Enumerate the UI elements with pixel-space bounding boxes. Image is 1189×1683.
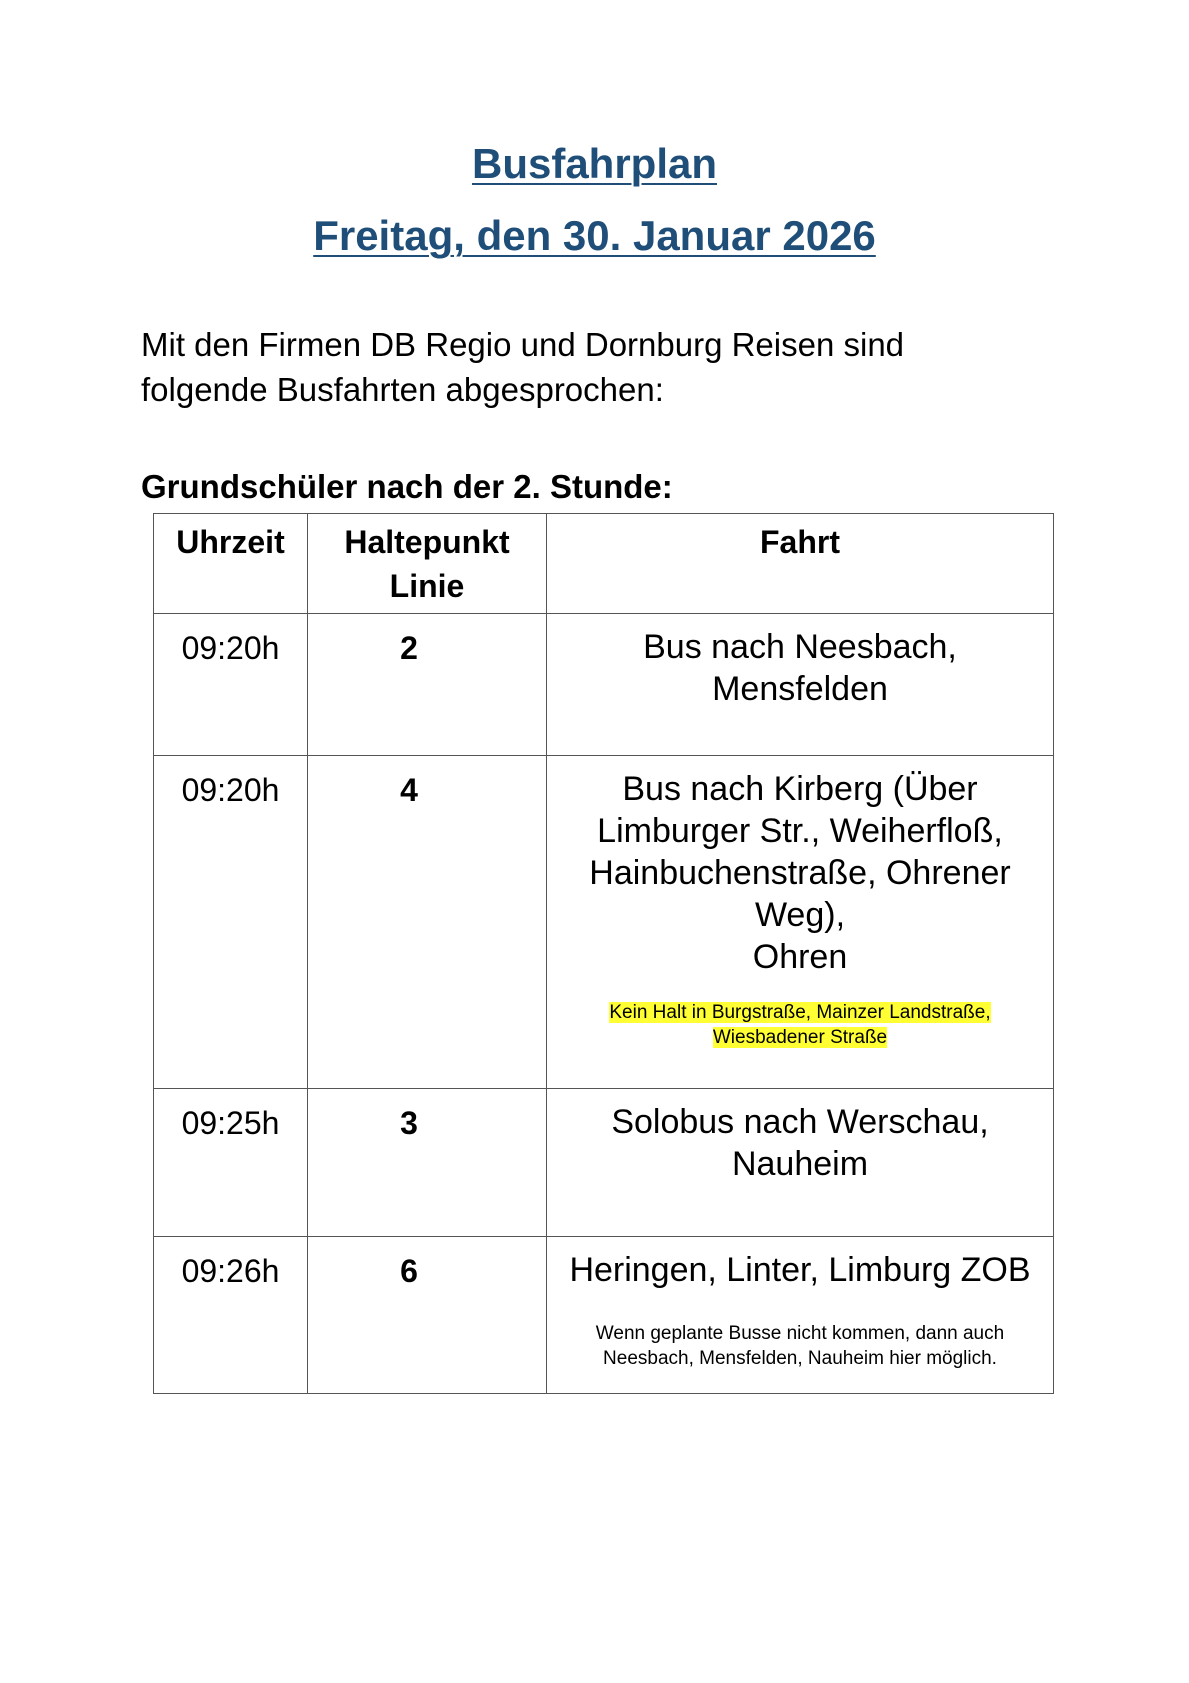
intro-line-1: Mit den Firmen DB Regio und Dornburg Reisen sind [141, 326, 905, 363]
row-time: 09:20h [154, 614, 308, 756]
row-trip [547, 1237, 1054, 1394]
trip-line: Nauheim [731, 1145, 869, 1183]
note-line-1: Wenn geplante Busse nicht kommen, dann auch [595, 1323, 1005, 1344]
table-header-row [154, 514, 1054, 614]
row-trip [547, 1089, 1054, 1237]
trip-line: Limburger Str., Weiherfloß, [597, 812, 1003, 850]
header-stop-line-1: Haltepunkt [344, 524, 510, 560]
intro-line-2: folgende Busfahrten abgesprochen: [141, 371, 664, 408]
row-stop: 6 [308, 1237, 547, 1394]
trip-line: Bus nach Neesbach, [643, 628, 957, 666]
row-time: 09:25h [154, 1089, 308, 1237]
page-title: Busfahrplan [471, 140, 718, 187]
row-stop: 3 [308, 1089, 547, 1237]
header-stop [308, 514, 547, 614]
table-row [154, 1237, 1054, 1394]
trip-line: Bus nach Kirberg (Über [622, 770, 978, 808]
row-trip [547, 614, 1054, 756]
table-row [154, 1089, 1054, 1237]
trip-note [547, 1000, 1053, 1050]
section-heading: Grundschüler nach der 2. Stunde: [141, 468, 673, 505]
row-time: 09:26h [154, 1237, 308, 1394]
row-trip [547, 756, 1054, 1089]
trip-line: Weg), [754, 896, 846, 934]
table-row [154, 614, 1054, 756]
row-stop: 2 [308, 614, 547, 756]
bus-schedule-table [153, 513, 1054, 1394]
row-time: 09:20h [154, 756, 308, 1089]
note-highlight-line-1: Kein Halt in Burgstraße, Mainzer Landstraße, [609, 1002, 991, 1023]
trip-line: Ohren [752, 938, 848, 976]
trip-line: Heringen, Linter, Limburg ZOB [569, 1251, 1031, 1289]
trip-line: Solobus nach Werschau, [611, 1103, 989, 1141]
row-stop: 4 [308, 756, 547, 1089]
table-row [154, 756, 1054, 1089]
trip-line: Hainbuchenstraße, Ohrener [589, 854, 1011, 892]
header-time: Uhrzeit [154, 514, 308, 614]
trip-line: Mensfelden [712, 670, 888, 708]
page-date: Freitag, den 30. Januar 2026 [313, 212, 876, 259]
note-highlight-line-2: Wiesbadener Straße [712, 1027, 888, 1048]
note-line-2: Neesbach, Mensfelden, Nauheim hier möglich. [603, 1348, 997, 1369]
intro-text [141, 322, 1041, 412]
trip-note [547, 1321, 1053, 1371]
header-trip: Fahrt [547, 514, 1054, 614]
header-stop-line-2: Linie [389, 568, 465, 604]
